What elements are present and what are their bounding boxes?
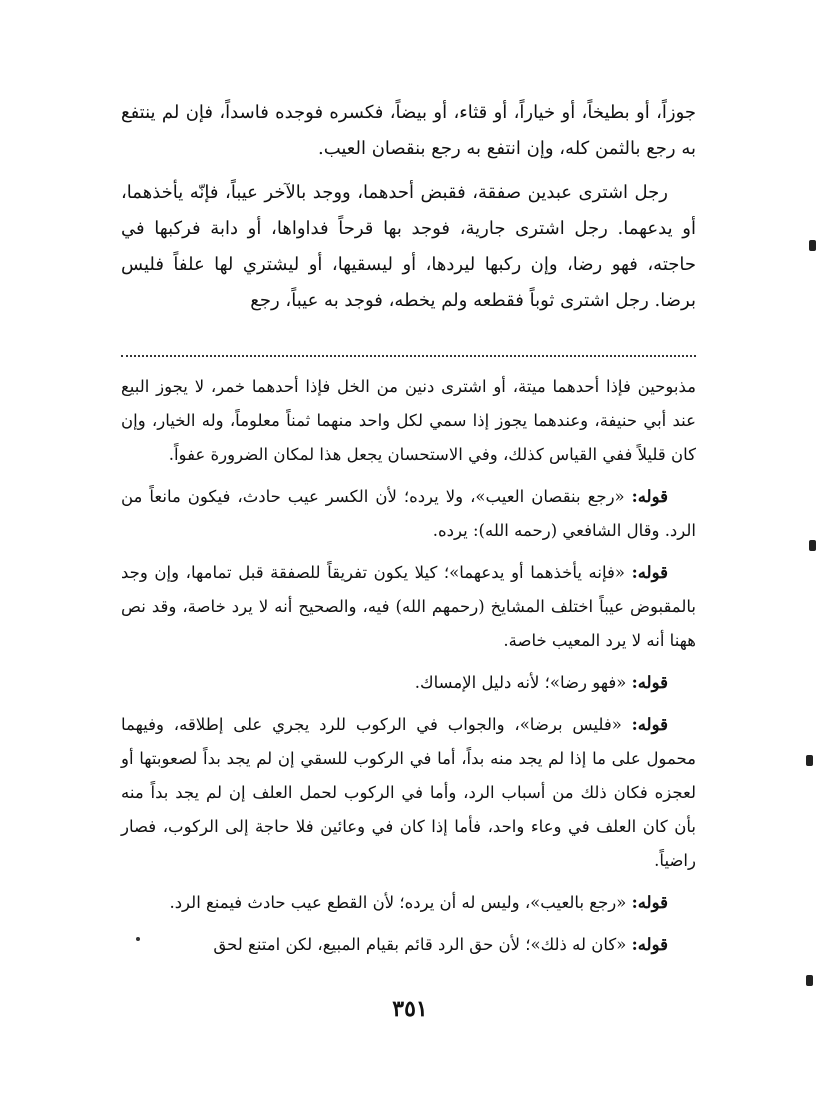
commentary-body-7: «كان له ذلك»؛ لأن حق الرد قائم بقيام المبيع، لكن امتنع لحق [213, 935, 627, 954]
commentary-paragraph-1: مذبوحين فإذا أحدهما ميتة، أو اشترى دنين من الخل فإذا أحدهما خمر، لا يجوز البيع عند أبي حنيفة، وعندهما يجوز إذا سمي لكل واحد منهما ثمناً معلوماً، وله الخيار، وإن كان قليلاً ففي القياس كذلك، وفي الاستحسان يجعل هذا لمكان الضرورة عفواً. [121, 377, 696, 464]
commentary-paragraph-5 [121, 708, 696, 878]
main-paragraph-2: رجل اشترى عبدين صفقة، فقبض أحدهما، ووجد بالآخر عيباً، فإنّه يأخذهما، أو يدعهما. رجل اشترى جارية، فوجد بها قرحاً فداواها، أو دابة فركبها في حاجته، فهو رضا، وإن ركبها ليردها، أو ليسقيها، أو ليشتري لها علفاً فليس برضا. رجل اشترى ثوباً فقطعه ولم يخطه، فوجد به عيباً، رجع [121, 182, 696, 311]
margin-mark-bottom [806, 975, 813, 986]
commentary-lead-3: قوله: [631, 563, 668, 582]
commentary-body-4: «فهو رضا»؛ لأنه دليل الإمساك. [414, 673, 627, 692]
commentary-paragraph-7 [121, 928, 696, 962]
commentary-text [121, 370, 696, 962]
commentary-body-2: «رجع بنقصان العيب»، ولا يرده؛ لأن الكسر عيب حادث، فيكون مانعاً من الرد. وقال الشافعي (رحمه الله): يرده. [121, 487, 696, 540]
main-text [121, 95, 696, 319]
commentary-paragraph-2 [121, 480, 696, 548]
commentary-paragraph-3 [121, 556, 696, 658]
margin-mark-middle [809, 540, 816, 551]
commentary-body-5: «فليس برضا»، والجواب في الركوب للرد يجري على إطلاقه، وفيهما محمول على ما إذا لم يجد منه بداً، أما في الركوب للسقي إن لم يجد بداً لصعوبتها أو لعجزه فكان ذلك من أسباب الرد، وأما في الركوب لحمل العلف إن لم يجد بداً منه بأن كان العلف في وعاء واحد، فأما إذا كان في وعائين فلا حاجة إلى الركوب، فصار راضياً. [121, 715, 696, 870]
commentary-body-3: «فإنه يأخذهما أو يدعهما»؛ كيلا يكون تفريقاً للصفقة قبل تمامها، وإن وجد بالمقبوض عيباً اختلف المشايخ (رحمهم الله) فيه، والصحيح أنه لا يرد خاصة، وقد نص ههنا أنه لا يرد المعيب خاصة. [121, 563, 696, 650]
page-number: ٣٥١ [392, 996, 428, 1022]
commentary-paragraph-6 [121, 886, 696, 920]
commentary-lead-4: قوله: [631, 673, 668, 692]
commentary-body-6: «رجع بالعيب»، وليس له أن يرده؛ لأن القطع عيب حادث فيمنع الرد. [169, 893, 627, 912]
commentary-paragraph-4 [121, 666, 696, 700]
margin-mark-top [809, 240, 816, 251]
commentary-lead-7: قوله: [631, 935, 668, 954]
margin-mark-lower [806, 755, 813, 766]
main-paragraph-1: جوزاً، أو بطيخاً، أو خياراً، أو قثاء، أو بيضاً، فكسره فوجده فاسداً، فإن لم ينتفع به رجع بالثمن كله، وإن انتفع به رجع بنقصان العيب. [121, 102, 696, 159]
commentary-lead-5: قوله: [631, 715, 668, 734]
stray-dot [136, 937, 140, 941]
commentary-lead-6: قوله: [631, 893, 668, 912]
commentary-lead-2: قوله: [631, 487, 669, 506]
footnote-separator [121, 355, 696, 357]
